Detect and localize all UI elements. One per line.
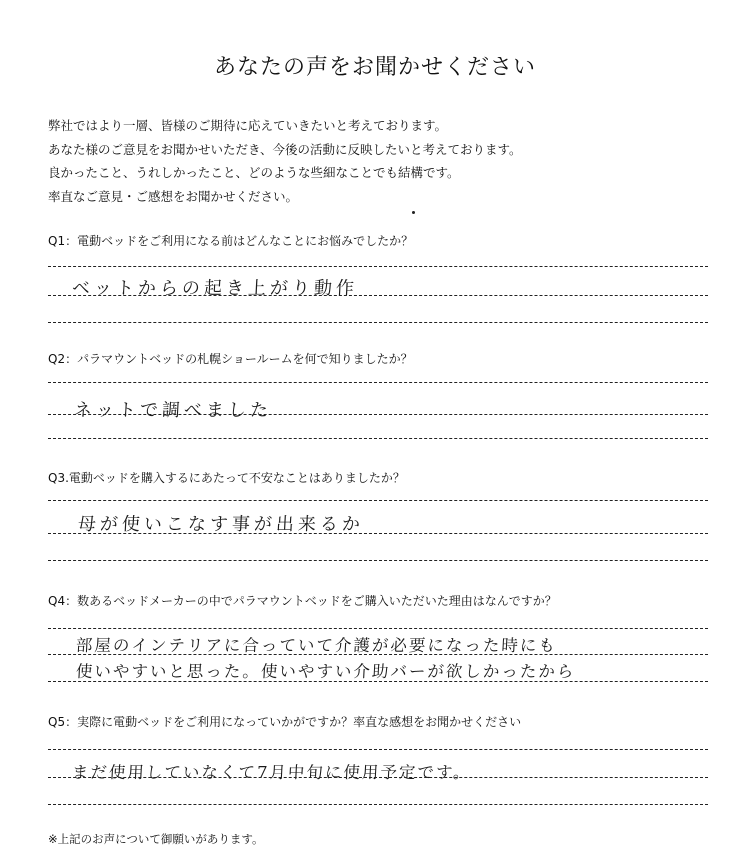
handwritten-answer-q4-line1: 部屋のインテリアに合っていて介護が必要になった時にも bbox=[75, 636, 558, 655]
answer-rule bbox=[48, 414, 708, 415]
intro-line: 弊社ではより一層、皆様のご期待に応えていきたいと考えております。 bbox=[48, 118, 448, 133]
answer-rule bbox=[48, 681, 708, 682]
question-block-q5 bbox=[48, 713, 708, 782]
answer-rule bbox=[48, 438, 708, 439]
handwritten-answer-q1: ベットからの起き上がり動作 bbox=[71, 278, 359, 299]
page-title: あなたの声をお聞かせください bbox=[213, 55, 536, 80]
answer-rule bbox=[48, 749, 708, 750]
question-block-q4 bbox=[48, 592, 708, 681]
answer-rule bbox=[48, 777, 708, 778]
question-block-q2 bbox=[48, 350, 708, 421]
footnote: ※上記のお声について御願いがあります。 bbox=[48, 832, 264, 846]
intro-line: 率直なご意見・ご感想をお聞かせください。 bbox=[48, 188, 299, 204]
answer-rule bbox=[48, 266, 708, 267]
ink-speck bbox=[412, 211, 415, 214]
question-label-q4: Q4：数あるベッドメーカーの中でパラマウントベッドをご購入いただいた理由はなんですか？ bbox=[48, 594, 557, 608]
handwritten-answer-q5: まだ使用していなくて7月中旬に使用予定です。 bbox=[71, 763, 473, 782]
answer-rule bbox=[48, 295, 708, 296]
intro-line: あなた様のご意見をお聞かせいただき、今後の活動に反映したいと考えております。 bbox=[48, 141, 522, 157]
answer-rule bbox=[48, 322, 708, 323]
question-label-q3: Q3.電動ベッドを購入するにあたって不安なことはありましたか？ bbox=[48, 471, 405, 485]
question-label-q1: Q1：電動ベッドをご利用になる前はどんなことにお悩みでしたか？ bbox=[48, 234, 414, 248]
answer-rule bbox=[48, 382, 708, 383]
intro-line: 良かったこと、うれしかったこと、どのような些細なことでも結構です。 bbox=[48, 165, 460, 180]
answer-rule bbox=[48, 654, 708, 655]
question-block-q1 bbox=[48, 232, 708, 299]
answer-rule bbox=[48, 533, 708, 534]
question-block-q3 bbox=[48, 469, 708, 535]
answer-rule bbox=[48, 500, 708, 501]
handwritten-answer-q2: ネットで調べました bbox=[73, 400, 273, 421]
answer-rule bbox=[48, 628, 708, 629]
handwritten-answer-q4-line2: 使いやすいと思った。使いやすい介助バーが欲しかったから bbox=[75, 662, 576, 681]
intro-text bbox=[48, 114, 708, 208]
question-label-q2: Q2：パラマウントベッドの札幌ショールームを何で知りましたか？ bbox=[48, 352, 413, 366]
answer-rule bbox=[48, 804, 708, 805]
question-label-q5: Q5：実際に電動ベッドをご利用になっていかがですか？率直な感想をお聞かせください bbox=[48, 715, 522, 729]
handwritten-answer-q3: 母が使いこなす事が出来るか bbox=[77, 514, 365, 535]
answer-rule bbox=[48, 560, 708, 561]
